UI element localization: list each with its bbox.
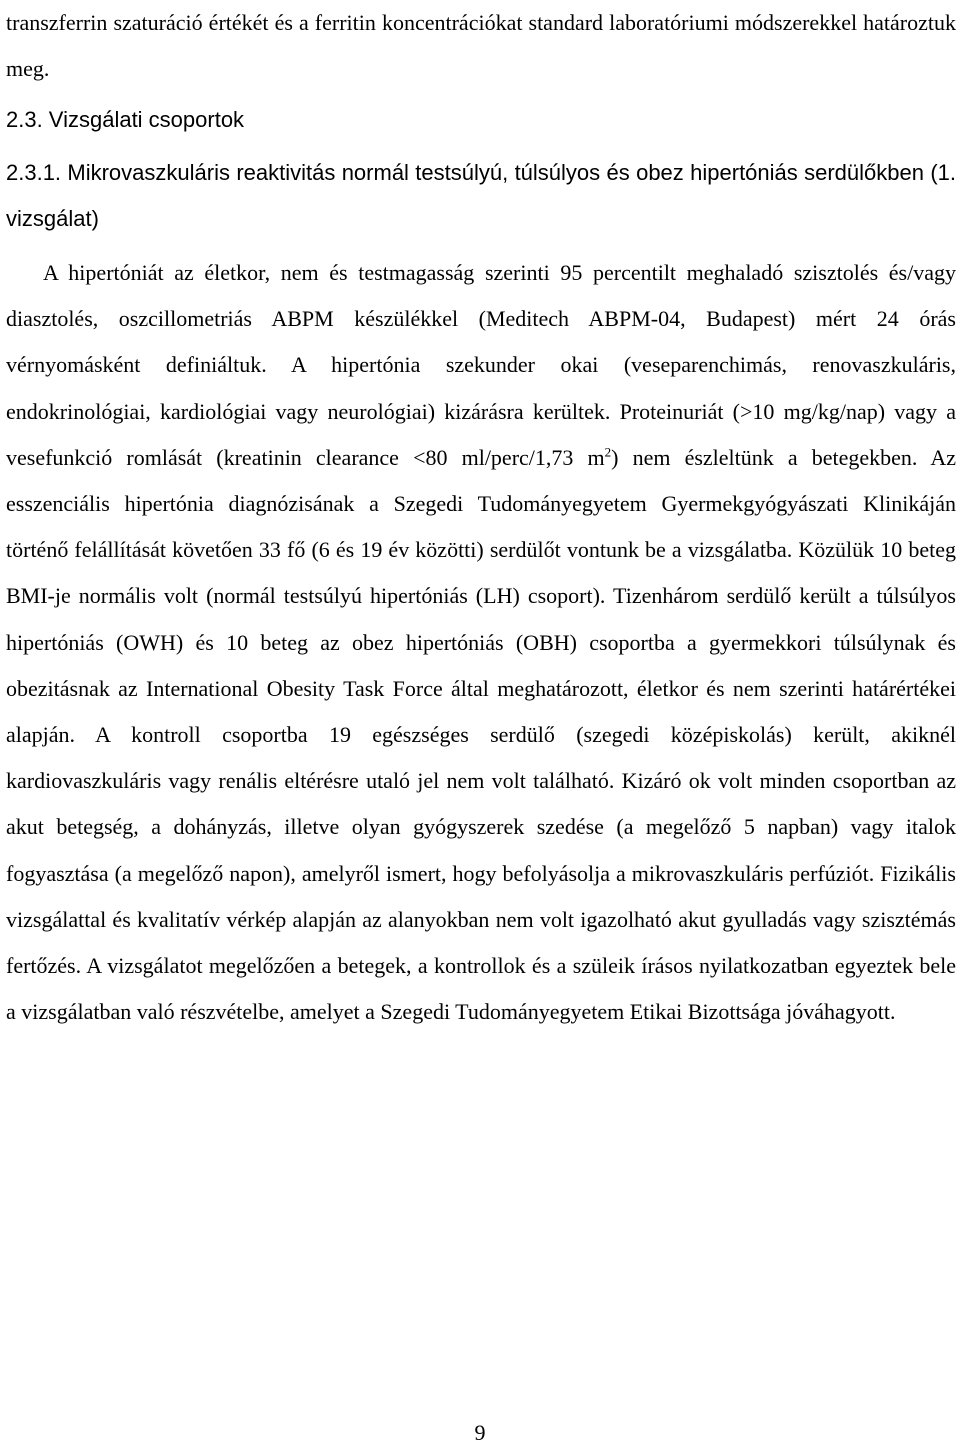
subsection-heading: 2.3.1. Mikrovaszkuláris reaktivitás normál testsúlyú, túlsúlyos és obez hipertóniás serdülőkben (1. vizsgálat) bbox=[6, 160, 956, 231]
body-paragraph bbox=[6, 250, 956, 1035]
section-heading: 2.3. Vizsgálati csoportok bbox=[6, 107, 245, 132]
intro-paragraph: transzferrin szaturáció értékét és a ferritin koncentrációkat standard laboratóriumi módszerekkel határoztuk meg. bbox=[6, 10, 956, 81]
body-text-part-1: A hipertóniát az életkor, nem és testmagasság szerinti 95 percentilt meghaladó szisztolés és/vagy diasztolés, oszcillometriás ABPM készülékkel (Meditech ABPM-04, Budapest) mért 24 órás vérnyomásként definiáltuk. A hipertónia szekunder okai (veseparenchimás, renovaszkuláris, endokrinológiai, kardiológiai vagy neurológiai) kizárásra kerültek. Proteinuriát (>10 mg/kg/nap) vagy a vesefunkció romlását (kreatinin clearance <80 ml/perc/1,73 m bbox=[6, 260, 956, 470]
page-number: 9 bbox=[474, 1420, 486, 1445]
body-text-part-2: ) nem észleltünk a betegekben. Az esszenciális hipertónia diagnózisának a Szegedi Tudományegyetem Gyermekgyógyászati Klinikáján történő felállítását követően 33 fő (6 és 19 év közötti) serdülőt vontunk be a vizsgálatba. Közülük 10 beteg BMI-je normális volt (normál testsúlyú hipertóniás (LH) csoport). Tizenhárom serdülő került a túlsúlyos hipertóniás (OWH) és 10 beteg az obez hipertóniás (OBH) csoportba a gyermekkori túlsúlynak és obezitásnak az International Obesity Task Force által meghatározott, életkor és nem szerinti határértékei alapján. A kontroll csoportba 19 egészséges serdülő (szegedi középiskolás) került, akiknél kardiovaszkuláris vagy renális eltérésre utaló jel nem volt található. Kizáró ok volt minden csoportban az akut betegség, a dohányzás, illetve olyan gyógyszerek szedése (a megelőző 5 napban) vagy italok fogyasztása (a megelőző napon), amelyről ismert, hogy befolyásolja a mikrovaszkuláris perfúziót. Fizikális vizsgálattal és kvalitatív vérkép alapján az alanyokban nem volt igazolható akut gyulladás vagy szisztémás fertőzés. A vizsgálatot megelőzően a betegek, a kontrollok és a szüleik írásos nyilatkozatban egyeztek bele a vizsgálatban való részvételbe, amelyet a Szegedi Tudományegyetem Etikai Bizottsága jóváhagyott. bbox=[6, 444, 956, 1025]
superscript-exponent: 2 bbox=[604, 444, 612, 460]
document-page bbox=[6, 0, 956, 1035]
